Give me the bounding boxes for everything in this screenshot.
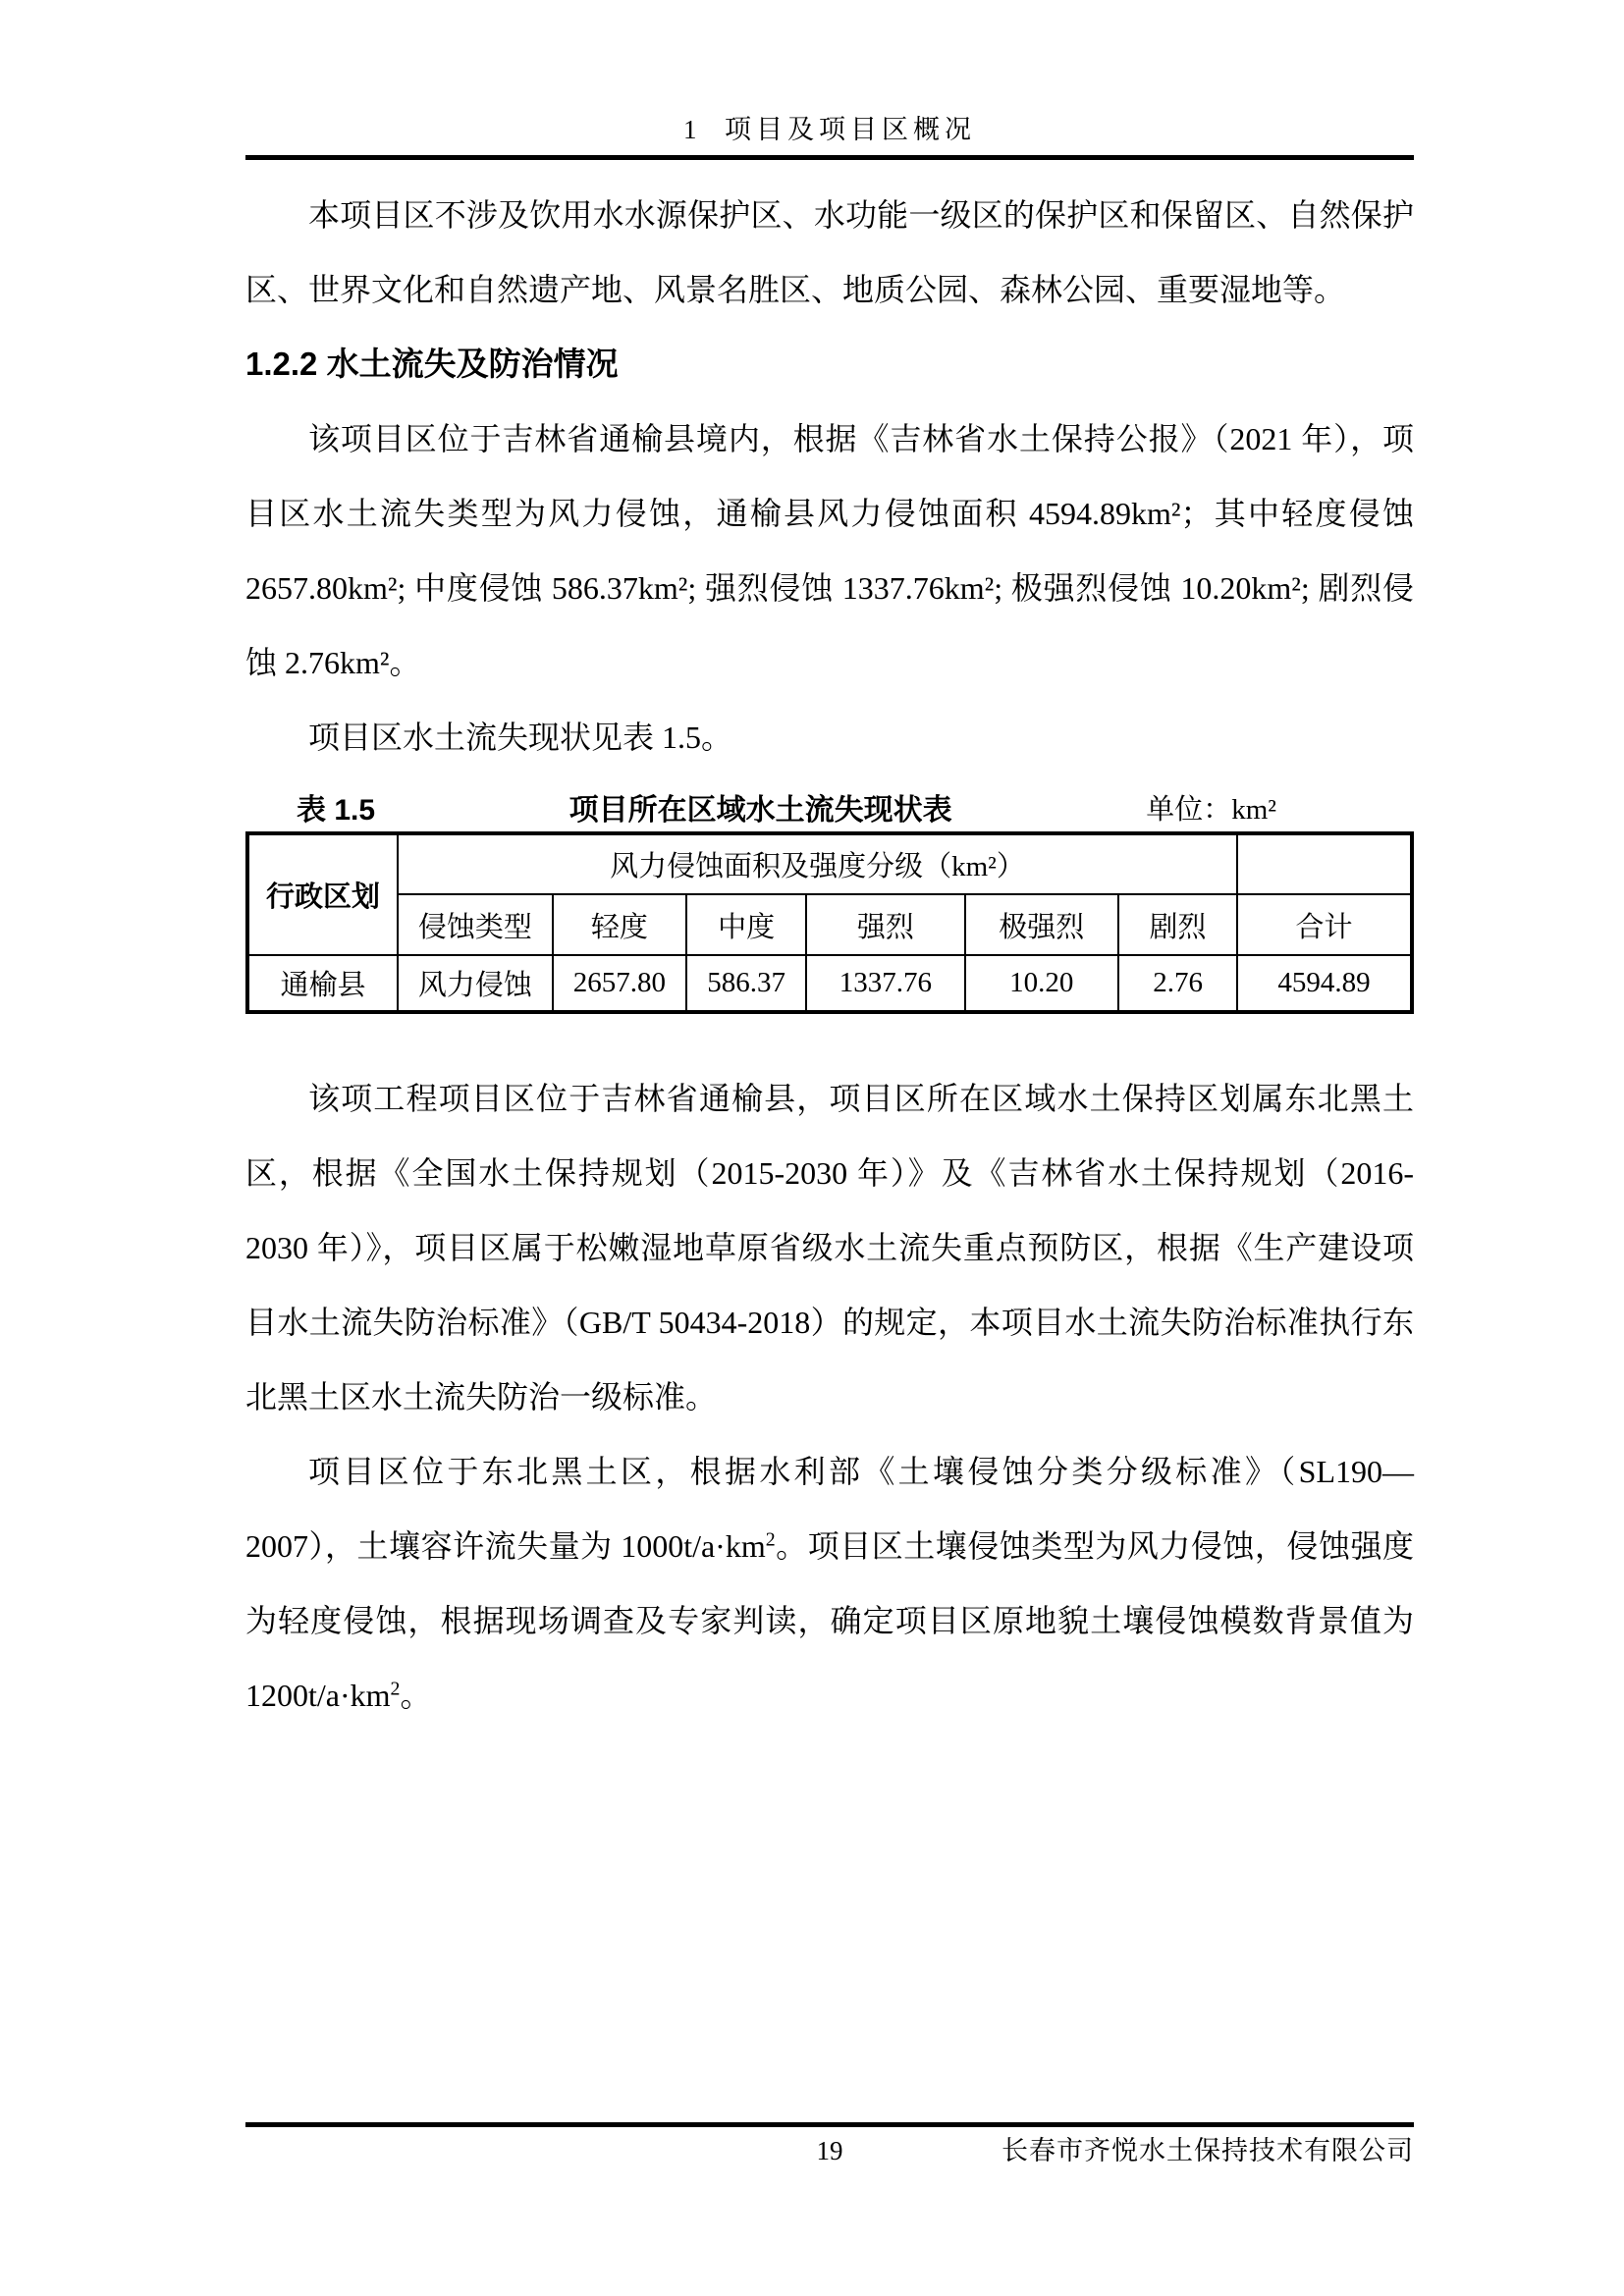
table-header-row-group: [247, 833, 1412, 894]
section-heading: 1.2.2 水土流失及防治情况: [245, 346, 619, 382]
table-header-cell-intense: 强烈: [806, 894, 964, 955]
table-header-cell-erosion-type: 侵蚀类型: [398, 894, 553, 955]
running-header: 1 项目及项目区概况: [683, 115, 976, 144]
table-unit: 单位：km²: [1146, 793, 1276, 826]
table-cell-light-value: 2657.80: [553, 955, 686, 1012]
table-header-cell-extremely-intense: 极强烈: [965, 894, 1119, 955]
soil-erosion-status-table: [245, 831, 1414, 1014]
p5-superscript-2: 2: [390, 1678, 401, 1700]
table-row-tongyu: [247, 955, 1412, 1012]
table-cell-erosion-type: 风力侵蚀: [398, 955, 553, 1012]
paragraph-table-reference: 项目区水土流失现状见表 1.5。: [308, 720, 733, 755]
table-cell-county: 通榆县: [247, 955, 398, 1012]
table-header-cell-group: 风力侵蚀面积及强度分级（km²）: [398, 833, 1237, 894]
page-footer: [245, 2122, 1414, 2170]
paragraph-soil-loss-tolerance: [245, 1434, 1414, 1733]
table-header-cell-severe: 剧烈: [1118, 894, 1237, 955]
table-header-cell-empty: [1237, 833, 1412, 894]
page-content: [245, 0, 1414, 1733]
footer-rule: [245, 2122, 1414, 2127]
table-title: 项目所在区域水土流失现状表: [568, 794, 952, 827]
table-cell-severe-value: 2.76: [1118, 955, 1237, 1012]
page-number: 19: [816, 2136, 843, 2165]
table-cell-total-value: 4594.89: [1237, 955, 1412, 1012]
table-label: 表 1.5: [297, 794, 376, 827]
table-header-cell-total: 合计: [1237, 894, 1412, 955]
company-name: 长春市齐悦水土保持技术有限公司: [1001, 2136, 1414, 2165]
table-caption: [245, 782, 1414, 831]
p5-superscript-1: 2: [765, 1528, 776, 1551]
table-header-cell-light: 轻度: [553, 894, 686, 955]
footer-line: [245, 2131, 1414, 2170]
table-header-row-sub: [247, 894, 1412, 955]
p5-segment-3: 。: [400, 1678, 432, 1713]
table-cell-moderate-value: 586.37: [686, 955, 806, 1012]
p5-segment-1: 项目区位于东北黑土区，根据水利部《土壤侵蚀分类分级标准》（SL190—2007），土壤容许流失量为 1000t/a·km: [245, 1454, 1414, 1564]
paragraph-protected-areas: 本项目区不涉及饮用水水源保护区、水功能一级区的保护区和保留区、自然保护区、世界文化和自然遗产地、风景名胜区、地质公园、森林公园、重要湿地等。: [245, 197, 1414, 307]
paragraph-erosion-overview: 该项目区位于吉林省通榆县境内，根据《吉林省水土保持公报》（2021 年），项目区水土流失类型为风力侵蚀，通榆县风力侵蚀面积 4594.89km²；其中轻度侵蚀 2657.80km²; 中度侵蚀 586.37km²; 强烈侵蚀 1337.76km²; 极强烈侵蚀 10.20km²; 剧烈侵蚀 2.76km²。: [245, 421, 1414, 680]
header-rule: [245, 155, 1414, 160]
p5-segment-2: 。项目区土壤侵蚀类型为风力侵蚀，侵蚀强度为轻度侵蚀，根据现场调查及专家判读，确定项目区原地貌土壤侵蚀模数背景值为 1200t/a·km: [245, 1528, 1414, 1713]
table-cell-extremely-intense-value: 10.20: [965, 955, 1119, 1012]
table-header-cell-region: 行政区划: [247, 833, 398, 955]
table-cell-intense-value: 1337.76: [806, 955, 964, 1012]
table-header-cell-moderate: 中度: [686, 894, 806, 955]
paragraph-zoning-standards: 该项工程项目区位于吉林省通榆县，项目区所在区域水土保持区划属东北黑土区，根据《全国水土保持规划（2015-2030 年）》及《吉林省水土保持规划（2016-2030 年）》，项目区属于松嫩湿地草原省级水土流失重点预防区，根据《生产建设项目水土流失防治标准》（GB/T 50434-2018）的规定，本项目水土流失防治标准执行东北黑土区水土流失防治一级标准。: [245, 1081, 1414, 1415]
